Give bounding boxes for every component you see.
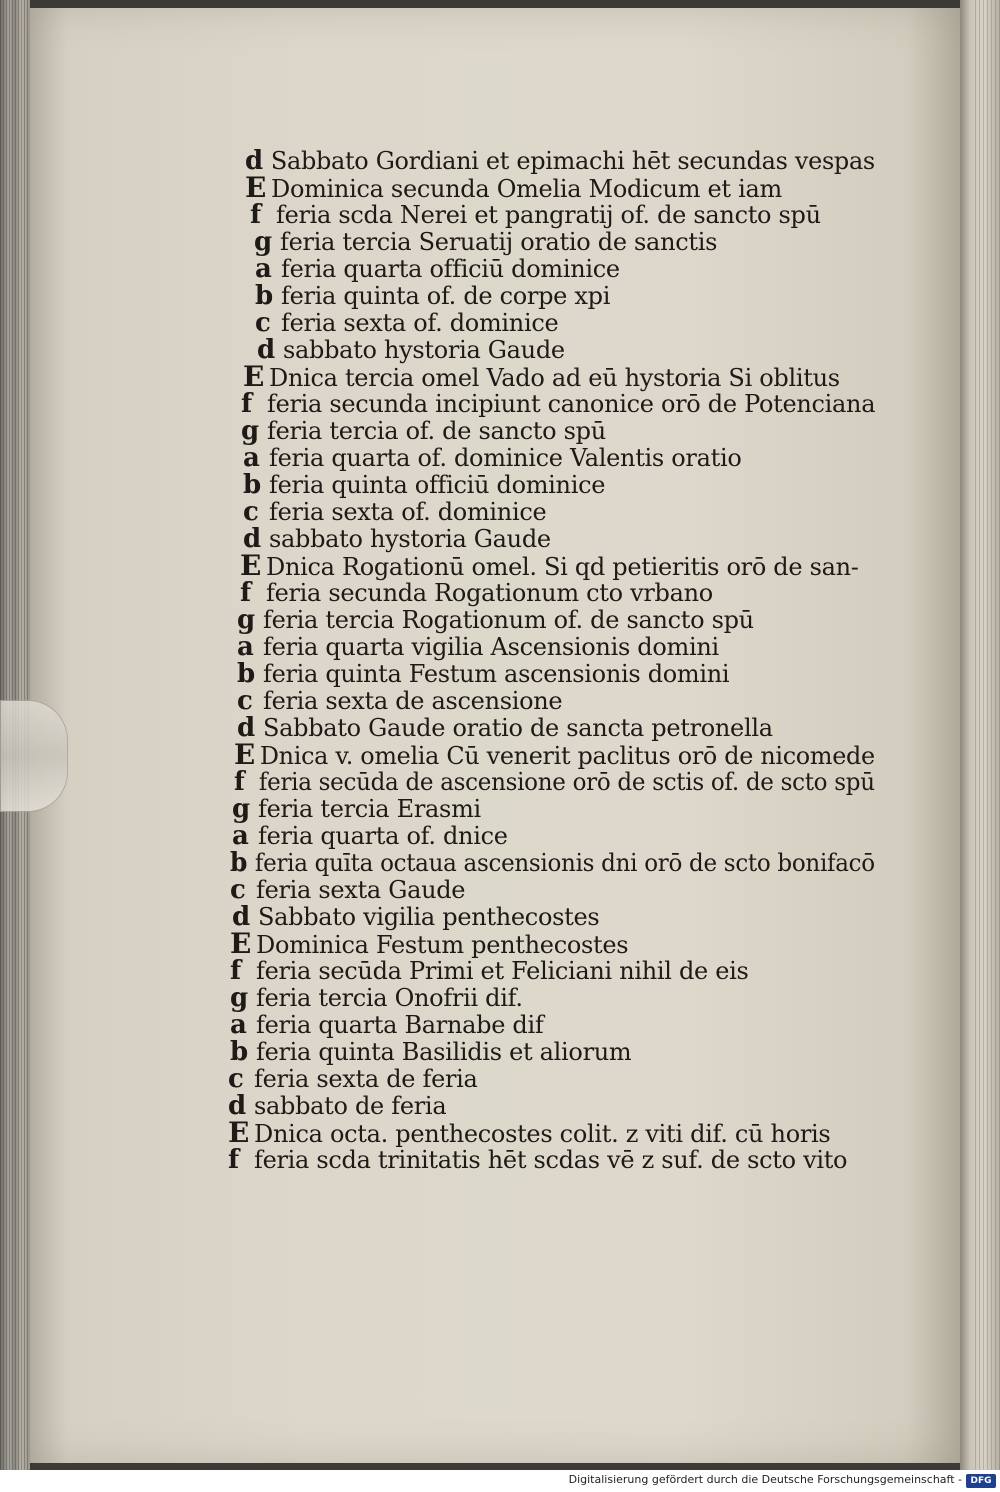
line-text: feria quarta Barnabe dif [256, 1011, 544, 1039]
calendar-line [241, 418, 606, 444]
line-text: Sabbato vigilia penthecostes [258, 903, 600, 931]
dominical-letter: f [228, 1145, 239, 1175]
dominical-letter: d [237, 713, 255, 743]
line-text: feria tercia of. de sancto spū [267, 417, 606, 445]
calendar-line [250, 202, 821, 228]
line-text: feria quinta of. de corpe xpi [281, 282, 611, 310]
calendar-line [230, 927, 629, 960]
calendar-line [245, 148, 875, 174]
line-text: Dominica secunda Omelia Modicum et iam [271, 175, 782, 203]
calendar-line [228, 1147, 847, 1173]
calendar-line [232, 796, 481, 822]
dominical-letter: b [230, 1037, 248, 1067]
calendar-line [257, 337, 565, 363]
calendar-line [255, 310, 558, 336]
calendar-line [230, 958, 749, 984]
line-text: feria sexta de ascensione [263, 687, 563, 715]
dominical-letter: d [232, 902, 250, 932]
dominical-letter: g [230, 983, 248, 1013]
calendar-line [237, 607, 754, 633]
line-text: feria scda trinitatis hēt scdas vē z suf. de scto vito [254, 1146, 848, 1174]
calendar-line [232, 823, 508, 849]
dominical-letter: a [232, 821, 249, 851]
calendar-line [228, 1116, 831, 1149]
dominical-letter: E [240, 549, 262, 582]
line-text: feria sexta of. dominice [269, 498, 547, 526]
line-text: sabbato hystoria Gaude [283, 336, 565, 364]
page-clip [0, 700, 68, 812]
calendar-line [237, 715, 773, 741]
calendar-line [228, 1093, 446, 1119]
dominical-letter: b [230, 848, 248, 878]
dominical-letter: g [237, 605, 255, 635]
dominical-letter: d [245, 146, 263, 176]
line-text: sabbato de feria [254, 1092, 447, 1120]
dominical-letter: c [243, 497, 259, 527]
dominical-letter: a [243, 443, 260, 473]
line-text: Dnica v. omelia Cū venerit paclitus orō de nicomede [259, 742, 875, 770]
line-text: feria scda Nerei et pangratij of. de sancto spū [276, 201, 821, 229]
line-text: Sabbato Gordiani et epimachi hēt secundas vespas [270, 147, 875, 175]
calendar-line [240, 549, 859, 582]
line-text: feria secunda incipiunt canonice orō de Potenciana [267, 390, 876, 418]
line-text: feria tercia Onofrii dif. [256, 984, 523, 1012]
dominical-letter: c [237, 686, 253, 716]
dominical-letter: g [254, 227, 272, 257]
dominical-letter: a [255, 254, 272, 284]
calendar-line [237, 661, 729, 687]
line-text: Sabbato Gaude oratio de sancta petronella [263, 714, 773, 742]
footer-bar [0, 1470, 1000, 1492]
dominical-letter: f [240, 578, 251, 608]
dominical-letter: E [245, 171, 267, 204]
line-text: feria quarta of. dominice Valentis oratio [269, 444, 742, 472]
dominical-letter: c [228, 1064, 244, 1094]
calendar-line [230, 985, 523, 1011]
line-text: feria quinta officiū dominice [269, 471, 606, 499]
dominical-letter: E [243, 360, 265, 393]
line-text: Dnica Rogationū omel. Si qd petieritis orō de san- [266, 553, 859, 581]
dominical-letter: a [230, 1010, 247, 1040]
line-text: Dnica tercia omel Vado ad eū hystoria Si oblitus [269, 364, 840, 392]
line-text: sabbato hystoria Gaude [269, 525, 551, 553]
line-text: feria quarta vigilia Ascensionis domini [263, 633, 719, 661]
calendar-line [230, 850, 875, 876]
calendar-line [241, 391, 875, 417]
calendar-line [230, 1012, 543, 1038]
dominical-letter: E [234, 738, 255, 771]
dominical-letter: E [228, 1116, 250, 1149]
calendar-line [245, 171, 782, 204]
calendar-line [243, 445, 741, 471]
line-text: feria tercia Seruatij oratio de sanctis [280, 228, 718, 256]
calendar-line [255, 256, 620, 282]
calendar-line [254, 229, 717, 255]
line-text: feria quarta officiū dominice [281, 255, 620, 283]
calendar-line [234, 738, 875, 771]
dominical-letter: c [230, 875, 246, 905]
calendar-line [230, 877, 465, 903]
dominical-letter: f [250, 200, 261, 230]
calendar-line [234, 769, 875, 795]
line-text: feria quīta octaua ascensionis dni orō de scto bonifacō [254, 849, 875, 877]
dominical-letter: f [230, 956, 241, 986]
line-text: feria sexta of. dominice [281, 309, 559, 337]
calendar-line [228, 1066, 478, 1092]
dominical-letter: b [237, 659, 255, 689]
calendar-line [232, 904, 599, 930]
line-text: feria secūda Primi et Feliciani nihil de eis [256, 957, 749, 985]
dominical-letter: d [228, 1091, 246, 1121]
footer-credit: Digitalisierung gefördert durch die Deutsche Forschungsgemeinschaft - [568, 1473, 962, 1486]
dominical-letter: f [241, 389, 252, 419]
line-text: feria quinta Festum ascensionis domini [263, 660, 730, 688]
line-text: feria secunda Rogationum cto vrbano [266, 579, 713, 607]
calendar-line [230, 1039, 631, 1065]
calendar-line [237, 634, 719, 660]
calendar-line [243, 472, 605, 498]
calendar-line [240, 580, 713, 606]
calendar-line [243, 499, 546, 525]
dfg-logo: DFG [966, 1474, 996, 1488]
line-text: feria secūda de ascensione orō de sctis of. de scto spū [258, 768, 875, 796]
calendar-line [255, 283, 610, 309]
line-text: Dominica Festum penthecostes [256, 931, 629, 959]
calendar-line [243, 360, 840, 393]
line-text: Dnica octa. penthecostes colit. z viti dif. cū horis [254, 1120, 831, 1148]
line-text: feria quarta of. dnice [258, 822, 508, 850]
dominical-letter: c [255, 308, 271, 338]
dominical-letter: d [243, 524, 261, 554]
calendar-line [243, 526, 551, 552]
line-text: feria tercia Erasmi [258, 795, 481, 823]
dominical-letter: g [241, 416, 259, 446]
line-text: feria tercia Rogationum of. de sancto spū [263, 606, 754, 634]
dominical-letter: a [237, 632, 254, 662]
line-text: feria quinta Basilidis et aliorum [256, 1038, 632, 1066]
dominical-letter: b [255, 281, 273, 311]
line-text: feria sexta de feria [254, 1065, 478, 1093]
book-edge-right-texture [975, 0, 1000, 1470]
dominical-letter: E [230, 927, 252, 960]
line-text: feria sexta Gaude [256, 876, 466, 904]
dominical-letter: b [243, 470, 261, 500]
dominical-letter: g [232, 794, 250, 824]
dominical-letter: f [234, 767, 245, 797]
calendar-line [237, 688, 562, 714]
dominical-letter: d [257, 335, 275, 365]
